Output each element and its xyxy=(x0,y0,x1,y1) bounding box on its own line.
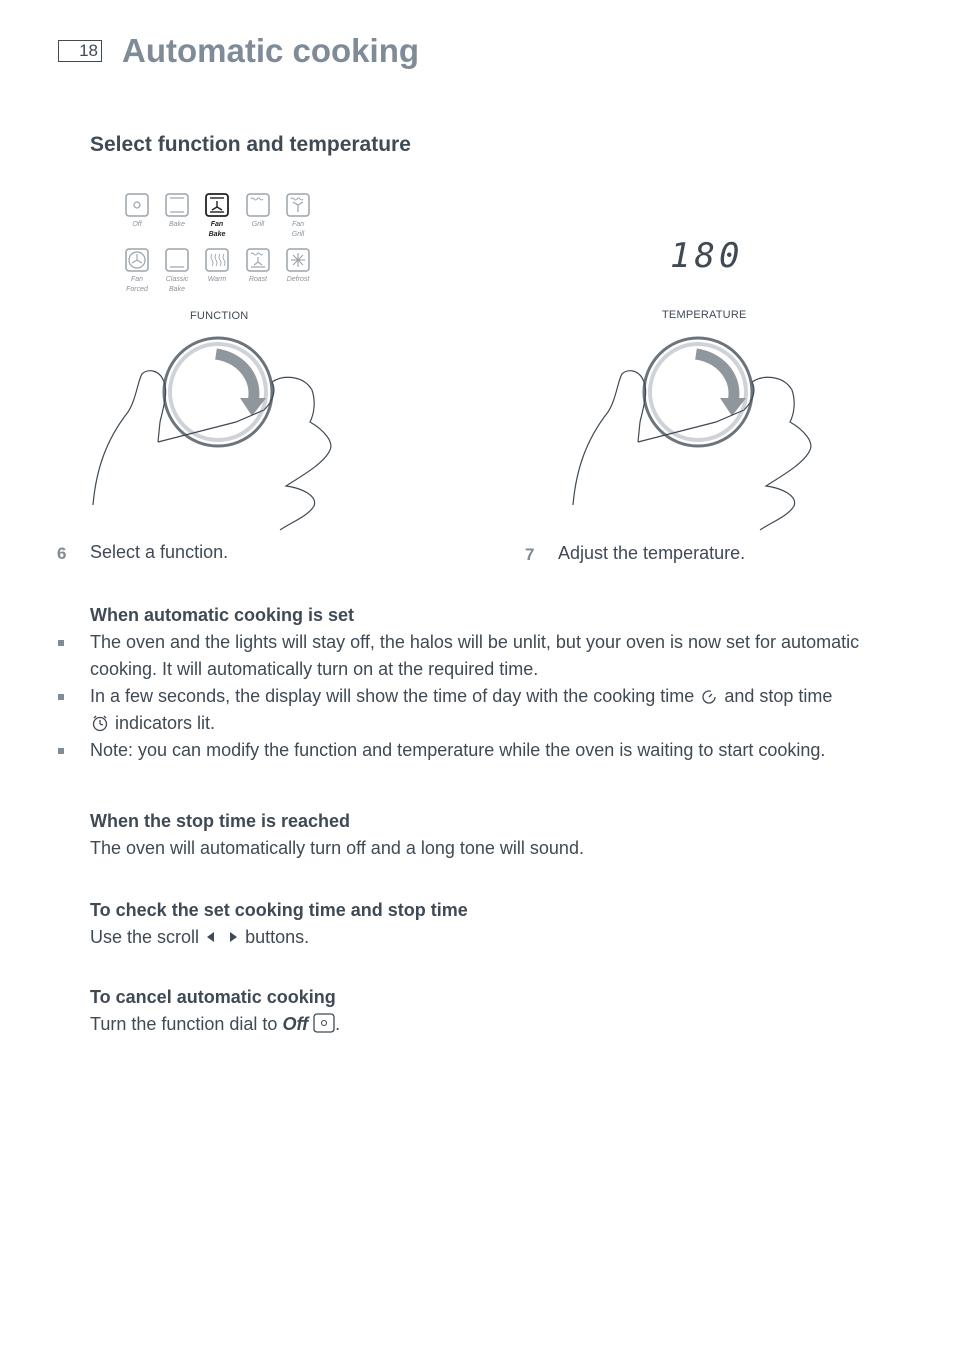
fn-label-fan-grill: Fan Grill xyxy=(291,221,305,238)
roast-icon xyxy=(246,248,270,272)
fn-label-warm: Warm xyxy=(207,276,227,283)
off-icon xyxy=(313,1013,335,1033)
fan-forced-icon xyxy=(125,248,149,272)
cancel-section xyxy=(90,984,890,1038)
check-text xyxy=(90,924,890,951)
bullet-item xyxy=(90,737,890,764)
page-title: Automatic cooking xyxy=(122,32,420,69)
bullet-text: The oven and the lights will stay off, the halos will be unlit, but your oven is now set for automatic cooking. It will automatically turn on at the required time. xyxy=(90,632,860,679)
fn-label-classic-bake: Classic Bake xyxy=(165,276,189,293)
cancel-text-post: . xyxy=(335,1014,341,1034)
bullet-text: and stop time xyxy=(724,686,833,706)
check-text-post: buttons. xyxy=(245,927,310,947)
step-number-7: 7 xyxy=(525,545,535,564)
bullet-item xyxy=(90,629,890,683)
off-icon xyxy=(125,193,149,217)
temperature-dial-label: TEMPERATURE xyxy=(662,309,747,321)
step-text-7: Adjust the temperature. xyxy=(558,543,746,563)
bullet-text: indicators lit. xyxy=(115,713,216,733)
fn-label-bake: Bake xyxy=(169,221,185,228)
check-section xyxy=(90,897,890,951)
bullet-marker xyxy=(58,640,64,646)
cancel-text-pre: Turn the function dial to xyxy=(90,1014,278,1034)
section-subtitle: Select function and temperature xyxy=(90,133,411,156)
step-number-6: 6 xyxy=(57,544,67,563)
fn-label-fan-bake: Fan Bake xyxy=(208,221,226,238)
stop-time-icon xyxy=(90,714,110,732)
fn-label-defrost: Defrost xyxy=(286,276,310,283)
stop-time-title: When the stop time is reached xyxy=(90,811,351,831)
scroll-buttons-icon xyxy=(204,929,240,945)
grill-icon xyxy=(246,193,270,217)
stop-time-text: The oven will automatically turn off and a long tone will sound. xyxy=(90,838,584,858)
bullet-text: In a few seconds, the display will show the time of day with the cooking time xyxy=(90,686,695,706)
bullet-item xyxy=(90,683,890,737)
function-dial-label: FUNCTION xyxy=(190,310,249,322)
fn-label-grill: Grill xyxy=(251,221,265,228)
page-number: 18 xyxy=(58,40,102,62)
temperature-dial-illustration xyxy=(568,330,818,535)
fn-label-fan-forced: Fan Forced xyxy=(126,276,148,293)
cancel-text xyxy=(90,1011,890,1038)
temperature-display: 180 xyxy=(670,236,744,276)
stop-time-section xyxy=(90,808,890,862)
bullet-text: Note: you can modify the function and temperature while the oven is waiting to start cooking. xyxy=(90,740,826,760)
bullet-marker xyxy=(58,694,64,700)
fn-label-off: Off xyxy=(132,221,142,228)
warm-icon xyxy=(205,248,229,272)
auto-set-section xyxy=(90,602,890,764)
cancel-title: To cancel automatic cooking xyxy=(90,987,336,1007)
step-text-6: Select a function. xyxy=(90,542,229,562)
fan-bake-icon xyxy=(205,193,229,217)
fn-label-roast: Roast xyxy=(248,276,268,283)
classic-bake-icon xyxy=(165,248,189,272)
bake-icon xyxy=(165,193,189,217)
off-word: Off xyxy=(282,1014,309,1034)
check-title: To check the set cooking time and stop time xyxy=(90,900,468,920)
defrost-icon xyxy=(286,248,310,272)
auto-set-title: When automatic cooking is set xyxy=(90,605,355,625)
check-text-pre: Use the scroll xyxy=(90,927,200,947)
scroll-right-icon xyxy=(230,932,237,942)
fan-grill-icon xyxy=(286,193,310,217)
function-dial-illustration xyxy=(88,330,338,535)
scroll-left-icon xyxy=(207,932,214,942)
bullet-marker xyxy=(58,748,64,754)
function-panel xyxy=(115,190,325,300)
cooking-time-icon xyxy=(699,687,719,705)
